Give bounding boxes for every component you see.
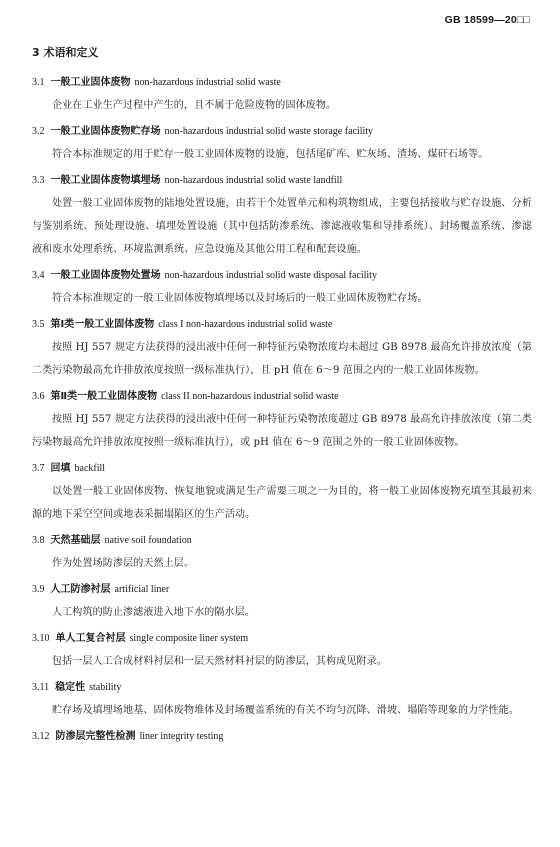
term-number: 3.6: [32, 391, 45, 402]
term-entry: [32, 458, 532, 526]
term-english: liner integrity testing: [139, 731, 224, 742]
term-entry: [32, 170, 532, 261]
term-english: class II non-hazardous industrial solid waste: [161, 391, 339, 402]
term-number: 3.10: [32, 633, 50, 644]
term-english: artificial liner: [114, 584, 170, 595]
term-english: native soil foundation: [104, 535, 192, 546]
term-number: 3.3: [32, 175, 45, 186]
term-heading: [32, 314, 532, 336]
term-chinese: 回填: [50, 463, 71, 474]
term-english: stability: [89, 682, 122, 693]
term-number: 3.9: [32, 584, 45, 595]
term-heading: [32, 265, 532, 287]
term-definition: 作为处置场防渗层的天然土层。: [52, 558, 195, 569]
term-english: non-hazardous industrial solid waste: [134, 77, 281, 88]
section-title: 3 术语和定义: [32, 46, 99, 59]
term-entry: [32, 314, 532, 382]
term-heading: [32, 579, 532, 601]
term-heading: [32, 72, 532, 94]
term-definition: 处置一般工业固体废物的陆地处置设施，由若干个处置单元和构筑物组成，主要包括接收与贮存设施、分析与鉴别系统、预处理设施、填埋处置设施（其中包括防渗系统、渗滤液收集和导排系统）、封场覆盖系统、渗滤液和废水处理系统、环境监测系统、应急设施及其他公用工程和配套设施。: [32, 198, 532, 255]
term-entry: [32, 726, 532, 748]
term-english: non-hazardous industrial solid waste landfill: [164, 175, 343, 186]
term-chinese: 一般工业固体废物填埋场: [50, 175, 161, 186]
term-number: 3.7: [32, 463, 45, 474]
term-number: 3.4: [32, 270, 45, 281]
term-english: non-hazardous industrial solid waste storage facility: [164, 126, 374, 137]
term-chinese: 第Ⅱ类一般工业固体废物: [50, 391, 158, 402]
term-english: class I non-hazardous industrial solid waste: [158, 319, 333, 330]
term-number: 3.1: [32, 77, 45, 88]
term-number: 3.2: [32, 126, 45, 137]
term-heading: [32, 530, 532, 552]
term-number: 3.8: [32, 535, 45, 546]
term-english: backfill: [74, 463, 106, 474]
term-definition: 符合本标准规定的用于贮存一般工业固体废物的设施，包括尾矿库、贮灰场、渣场、煤矸石场等。: [52, 149, 489, 160]
term-entry: [32, 386, 532, 454]
term-heading: [32, 386, 532, 408]
term-definition: 贮存场及填埋场地基、固体废物堆体及封场覆盖系统的有关不均匀沉降、滑坡、塌陷等现象的力学性能。: [52, 705, 519, 716]
term-definition: 包括一层人工合成材料衬层和一层天然材料衬层的防渗层，其构成见附录。: [52, 656, 387, 667]
term-number: 3.5: [32, 319, 45, 330]
term-entry: [32, 628, 532, 673]
term-heading: [32, 726, 532, 748]
term-definition: 以处置一般工业固体废物、恢复地貌或满足生产需要三项之一为目的，将一般工业固体废物充填至其最初来源的地下采空空间或地表采掘塌陷区的生产活动。: [32, 486, 532, 520]
term-chinese: 一般工业固体废物处置场: [50, 270, 161, 281]
standard-code: GB 18599—20□□: [444, 14, 530, 26]
term-chinese: 天然基础层: [50, 535, 101, 546]
term-definition: 人工构筑的防止渗滤液进入地下水的隔水层。: [52, 607, 255, 618]
term-entry: [32, 530, 532, 575]
term-entry: [32, 121, 532, 166]
term-number: 3.12: [32, 731, 50, 742]
term-definition: 企业在工业生产过程中产生的，且不属于危险废物的固体废物。: [52, 100, 337, 111]
term-chinese: 一般工业固体废物贮存场: [50, 126, 161, 137]
term-heading: [32, 458, 532, 480]
term-chinese: 人工防渗衬层: [50, 584, 111, 595]
term-entry: [32, 579, 532, 624]
term-chinese: 一般工业固体废物: [50, 77, 131, 88]
term-english: non-hazardous industrial solid waste disposal facility: [164, 270, 377, 281]
term-chinese: 稳定性: [55, 682, 86, 693]
term-chinese: 防渗层完整性检测: [55, 731, 136, 742]
term-definition: 符合本标准规定的一般工业固体废物填埋场以及封场后的一般工业固体废物贮存场。: [52, 293, 428, 304]
document-body: [32, 44, 532, 752]
term-english: single composite liner system: [129, 633, 249, 644]
term-chinese: 第Ⅰ类一般工业固体废物: [50, 319, 155, 330]
term-entry: [32, 265, 532, 310]
term-entry: [32, 72, 532, 117]
term-heading: [32, 121, 532, 143]
term-entry: [32, 677, 532, 722]
term-heading: [32, 677, 532, 699]
terms-list: [32, 72, 532, 748]
term-definition: 按照 HJ 557 规定方法获得的浸出液中任何一种特征污染物浓度均未超过 GB 8978 最高允许排放浓度（第二类污染物最高允许排放浓度按照一级标准执行），且 pH 值在 6～9 范围之内的一般工业固体废物。: [32, 342, 532, 376]
term-number: 3.11: [32, 682, 50, 693]
term-heading: [32, 170, 532, 192]
term-chinese: 单人工复合衬层: [55, 633, 126, 644]
term-heading: [32, 628, 532, 650]
term-definition: 按照 HJ 557 规定方法获得的浸出液中任何一种特征污染物浓度超过 GB 8978 最高允许排放浓度（第二类污染物最高允许排放浓度按照一级标准执行），或 pH 值在 6～9 范围之外的一般工业固体废物。: [32, 414, 532, 448]
